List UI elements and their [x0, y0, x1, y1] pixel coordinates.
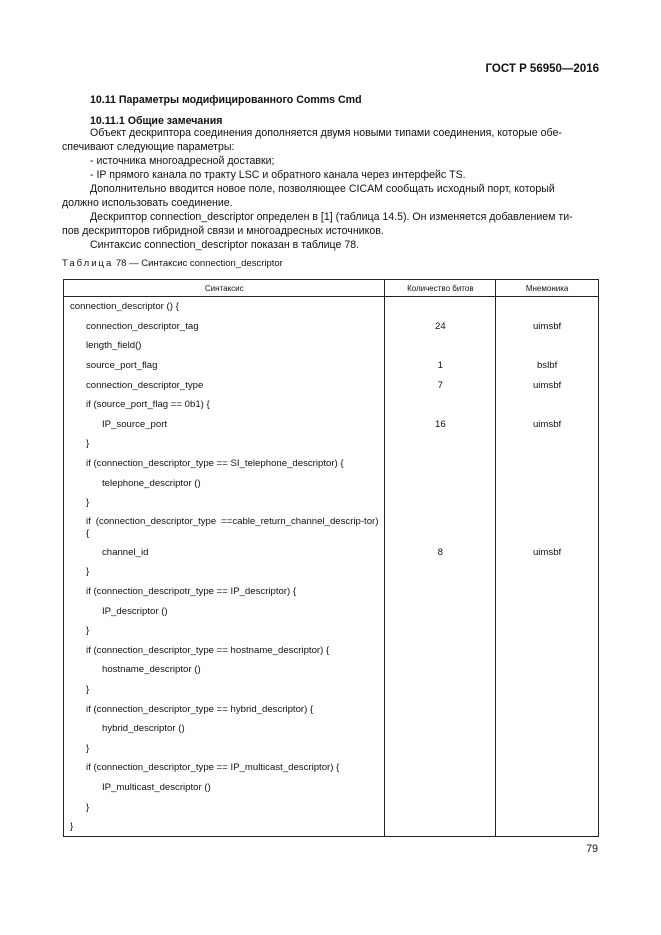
table-row	[64, 680, 599, 700]
bits-cell	[385, 621, 496, 641]
table-row	[64, 375, 599, 395]
syntax-cell: }	[64, 562, 385, 582]
bits-cell	[385, 562, 496, 582]
bits-cell	[385, 454, 496, 474]
table-row	[64, 738, 599, 758]
bits-cell	[385, 336, 496, 356]
mnemonic-cell	[496, 680, 599, 700]
syntax-cell: }	[64, 797, 385, 817]
subsection-title: 10.11.1 Общие замечания	[90, 115, 223, 127]
syntax-cell: if (connection_descriptor_type == hostname_descriptor) {	[64, 641, 385, 661]
table-row	[64, 601, 599, 621]
syntax-cell: hybrid_descriptor ()	[64, 719, 385, 739]
syntax-cell: if (connection_descriptor_type ==cable_return_channel_descrip-tor) {	[64, 513, 385, 543]
table-row	[64, 415, 599, 435]
mnemonic-cell	[496, 778, 599, 798]
syntax-cell: telephone_descriptor ()	[64, 473, 385, 493]
mnemonic-cell	[496, 621, 599, 641]
table-row	[64, 817, 599, 837]
syntax-cell: channel_id	[64, 543, 385, 563]
mnemonic-cell	[496, 817, 599, 837]
table-row	[64, 778, 599, 798]
table-caption	[62, 258, 283, 269]
bits-cell	[385, 660, 496, 680]
column-header-syntax: Синтаксис	[64, 280, 385, 297]
mnemonic-cell	[496, 660, 599, 680]
table-row	[64, 454, 599, 474]
syntax-cell: if (source_port_flag == 0b1) {	[64, 395, 385, 415]
paragraph-3-line-1: Дескриптор connection_descriptor определен в [1] (таблица 14.5). Он изменяется добавлением ти-	[90, 211, 573, 223]
table-row	[64, 660, 599, 680]
table-row	[64, 395, 599, 415]
mnemonic-cell	[496, 738, 599, 758]
mnemonic-cell: uimsbf	[496, 415, 599, 435]
table-row	[64, 473, 599, 493]
paragraph-1-line-2: спечивают следующие параметры:	[62, 141, 235, 153]
bits-cell	[385, 738, 496, 758]
syntax-cell: if (connection_descripotr_type == IP_descriptor) {	[64, 582, 385, 602]
syntax-cell: connection_descriptor_tag	[64, 317, 385, 337]
table-caption-text: 78 — Синтаксис connection_descriptor	[115, 258, 283, 269]
syntax-cell: }	[64, 434, 385, 454]
syntax-cell: source_port_flag	[64, 356, 385, 376]
mnemonic-cell	[496, 336, 599, 356]
syntax-cell: length_field()	[64, 336, 385, 356]
bullet-1: - источника многоадресной доставки;	[90, 155, 275, 167]
bits-cell	[385, 513, 496, 543]
table-caption-prefix: Таблица	[62, 258, 114, 269]
syntax-cell: }	[64, 680, 385, 700]
syntax-cell: IP_multicast_descriptor ()	[64, 778, 385, 798]
bits-cell: 8	[385, 543, 496, 563]
bits-cell	[385, 758, 496, 778]
table-row	[64, 434, 599, 454]
mnemonic-cell	[496, 719, 599, 739]
bits-cell: 16	[385, 415, 496, 435]
bits-cell	[385, 719, 496, 739]
mnemonic-cell: bslbf	[496, 356, 599, 376]
syntax-cell: if (connection_descriptor_type == hybrid_descriptor) {	[64, 699, 385, 719]
mnemonic-cell	[496, 601, 599, 621]
bits-cell	[385, 395, 496, 415]
column-header-mnemonic: Мнемоника	[496, 280, 599, 297]
bits-cell	[385, 297, 496, 317]
section-title: 10.11 Параметры модифицированного Comms Cmd	[90, 94, 362, 106]
bits-cell	[385, 582, 496, 602]
table-row	[64, 356, 599, 376]
table-row	[64, 493, 599, 513]
mnemonic-cell: uimsbf	[496, 375, 599, 395]
syntax-cell: }	[64, 738, 385, 758]
bits-cell: 7	[385, 375, 496, 395]
bits-cell	[385, 473, 496, 493]
syntax-cell: if (connection_descriptor_type == IP_multicast_descriptor) {	[64, 758, 385, 778]
table-row	[64, 336, 599, 356]
page-number: 79	[586, 843, 598, 855]
bits-cell	[385, 817, 496, 837]
mnemonic-cell	[496, 493, 599, 513]
mnemonic-cell: uimsbf	[496, 543, 599, 563]
bits-cell: 1	[385, 356, 496, 376]
table-row	[64, 543, 599, 563]
mnemonic-cell	[496, 454, 599, 474]
table-row	[64, 641, 599, 661]
bits-cell	[385, 778, 496, 798]
mnemonic-cell	[496, 797, 599, 817]
mnemonic-cell	[496, 297, 599, 317]
table-row	[64, 621, 599, 641]
table-row	[64, 719, 599, 739]
table-row	[64, 582, 599, 602]
syntax-cell: }	[64, 817, 385, 837]
mnemonic-cell	[496, 758, 599, 778]
table-row	[64, 562, 599, 582]
table-row	[64, 513, 599, 543]
bits-cell	[385, 601, 496, 621]
table-row	[64, 797, 599, 817]
table-row	[64, 699, 599, 719]
column-header-bits: Количество битов	[385, 280, 496, 297]
bits-cell: 24	[385, 317, 496, 337]
syntax-cell: IP_descriptor ()	[64, 601, 385, 621]
syntax-cell: hostname_descriptor ()	[64, 660, 385, 680]
mnemonic-cell	[496, 473, 599, 493]
mnemonic-cell	[496, 513, 599, 543]
bits-cell	[385, 797, 496, 817]
syntax-cell: }	[64, 493, 385, 513]
bits-cell	[385, 680, 496, 700]
syntax-table	[63, 279, 599, 837]
paragraph-3-line-2: пов дескрипторов гибридной связи и многоадресных источников.	[62, 225, 384, 237]
syntax-cell: connection_descriptor_type	[64, 375, 385, 395]
mnemonic-cell	[496, 395, 599, 415]
bits-cell	[385, 493, 496, 513]
mnemonic-cell	[496, 699, 599, 719]
standard-number: ГОСТ Р 56950—2016	[485, 63, 599, 75]
mnemonic-cell	[496, 641, 599, 661]
mnemonic-cell	[496, 434, 599, 454]
bullet-2: - IP прямого канала по тракту LSC и обратного канала через интерфейс TS.	[90, 169, 466, 181]
bits-cell	[385, 641, 496, 661]
mnemonic-cell	[496, 562, 599, 582]
mnemonic-cell	[496, 582, 599, 602]
table-row	[64, 297, 599, 317]
paragraph-2-line-1: Дополнительно вводится новое поле, позволяющее CICAM сообщать исходный порт, который	[90, 183, 555, 195]
mnemonic-cell: uimsbf	[496, 317, 599, 337]
bits-cell	[385, 434, 496, 454]
bits-cell	[385, 699, 496, 719]
paragraph-2-line-2: должно использовать соединение.	[62, 197, 233, 209]
syntax-cell: IP_source_port	[64, 415, 385, 435]
syntax-cell: if (connection_descriptor_type == SI_telephone_descriptor) {	[64, 454, 385, 474]
paragraph-1-line-1: Объект дескриптора соединения дополняется двумя новыми типами соединения, которые обе-	[90, 127, 562, 139]
paragraph-4: Синтаксис connection_descriptor показан в таблице 78.	[90, 239, 360, 251]
syntax-cell: }	[64, 621, 385, 641]
syntax-cell: connection_descriptor () {	[64, 297, 385, 317]
table-row	[64, 758, 599, 778]
table-row	[64, 317, 599, 337]
